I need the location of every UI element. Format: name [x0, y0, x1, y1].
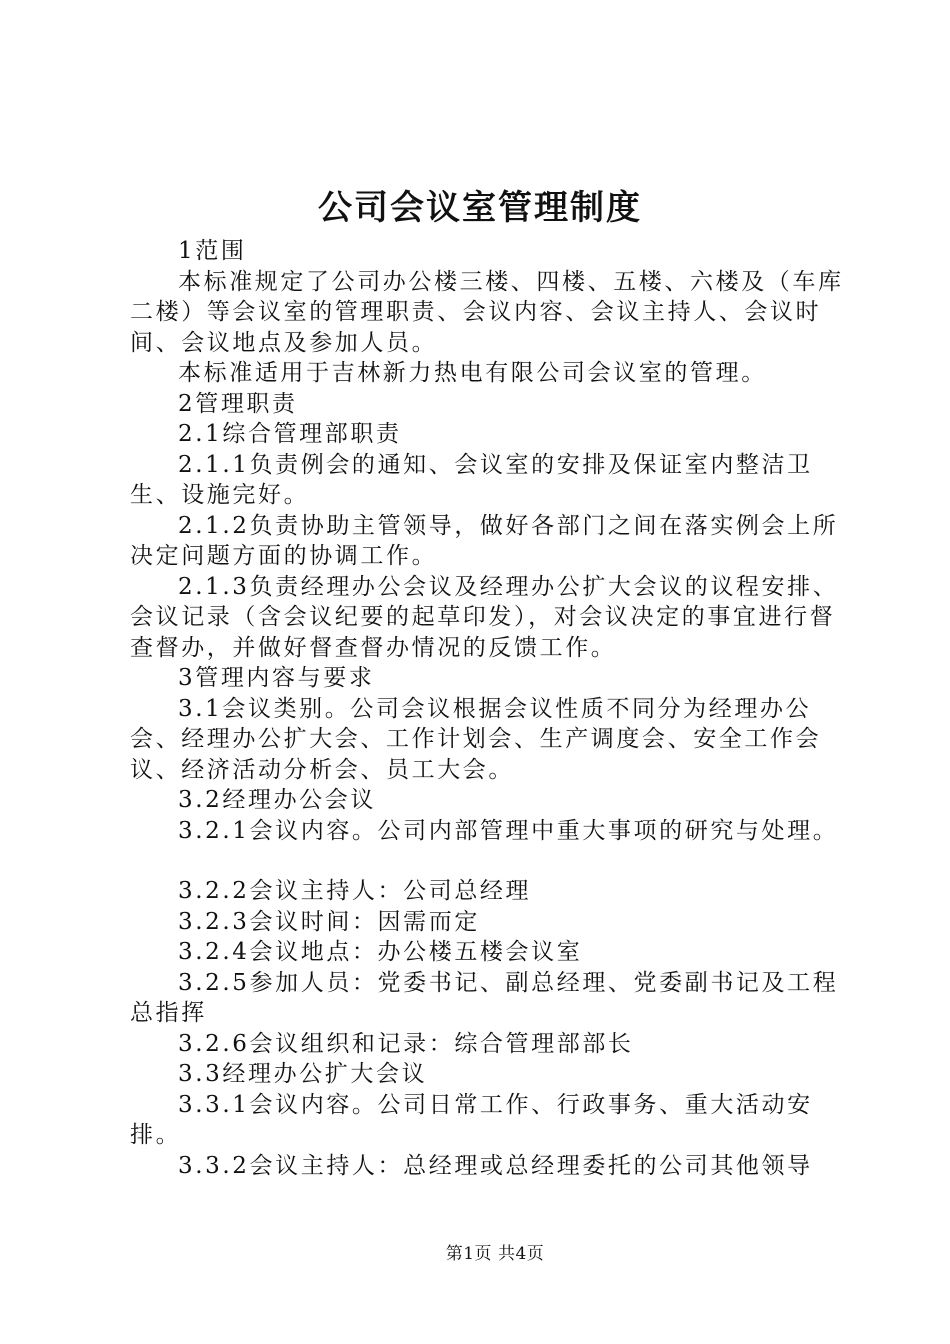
paragraph: 本标准适用于吉林新力热电有限公司会议室的管理。 — [178, 360, 767, 386]
section-heading-content: 3管理内容与要求 — [178, 665, 375, 691]
paragraph: 3.1会议类别。公司会议根据会议性质不同分为经理办公会、经理办公扩大会、工作计划会、生产调度会、安全工作会议、经济活动分析会、员工大会。 — [130, 695, 822, 783]
paragraph: 本标准规定了公司办公楼三楼、四楼、五楼、六楼及（车库二楼）等会议室的管理职责、会议内容、会议主持人、会议时间、会议地点及参加人员。 — [130, 268, 844, 356]
document-body — [130, 236, 850, 1181]
paragraph: 3.2.3会议时间：因需而定 — [178, 908, 480, 935]
document-title: 公司会议室管理制度 — [318, 188, 642, 228]
section-heading-responsibilities: 2管理职责 — [178, 390, 298, 417]
paragraph: 2.1.3负责经理办公会议及经理办公扩大会议的议程安排、会议记录（含会议纪要的起草印发），对会议决定的事宜进行督查督办，并做好督查督办情况的反馈工作。 — [130, 573, 839, 661]
paragraph: 3.2.6会议组织和记录：综合管理部部长 — [178, 1030, 634, 1057]
page-number-footer: 第1页 共4页 — [445, 1244, 545, 1264]
paragraph: 3.2.2会议主持人：公司总经理 — [178, 878, 532, 904]
paragraph: 3.2.4会议地点：办公楼五楼会议室 — [178, 939, 583, 965]
subsection-heading: 2.1综合管理部职责 — [178, 421, 402, 447]
paragraph: 3.2.5参加人员：党委书记、副总经理、党委副书记及工程总指挥 — [130, 969, 839, 1026]
subsection-heading: 3.2经理办公会议 — [178, 787, 376, 813]
section-heading-scope: 1范围 — [178, 238, 247, 264]
paragraph: 3.3.2会议主持人：总经理或总经理委托的公司其他领导 — [178, 1152, 813, 1179]
paragraph: 2.1.2负责协助主管领导，做好各部门之间在落实例会上所决定问题方面的协调工作。 — [130, 512, 839, 569]
paragraph: 2.1.1负责例会的通知、会议室的安排及保证室内整洁卫生、设施完好。 — [130, 451, 813, 508]
subsection-heading: 3.3经理办公扩大会议 — [178, 1061, 428, 1087]
paragraph: 3.2.1会议内容。公司内部管理中重大事项的研究与处理。 — [178, 817, 839, 844]
paragraph: 3.3.1会议内容。公司日常工作、行政事务、重大活动安排。 — [130, 1091, 813, 1148]
